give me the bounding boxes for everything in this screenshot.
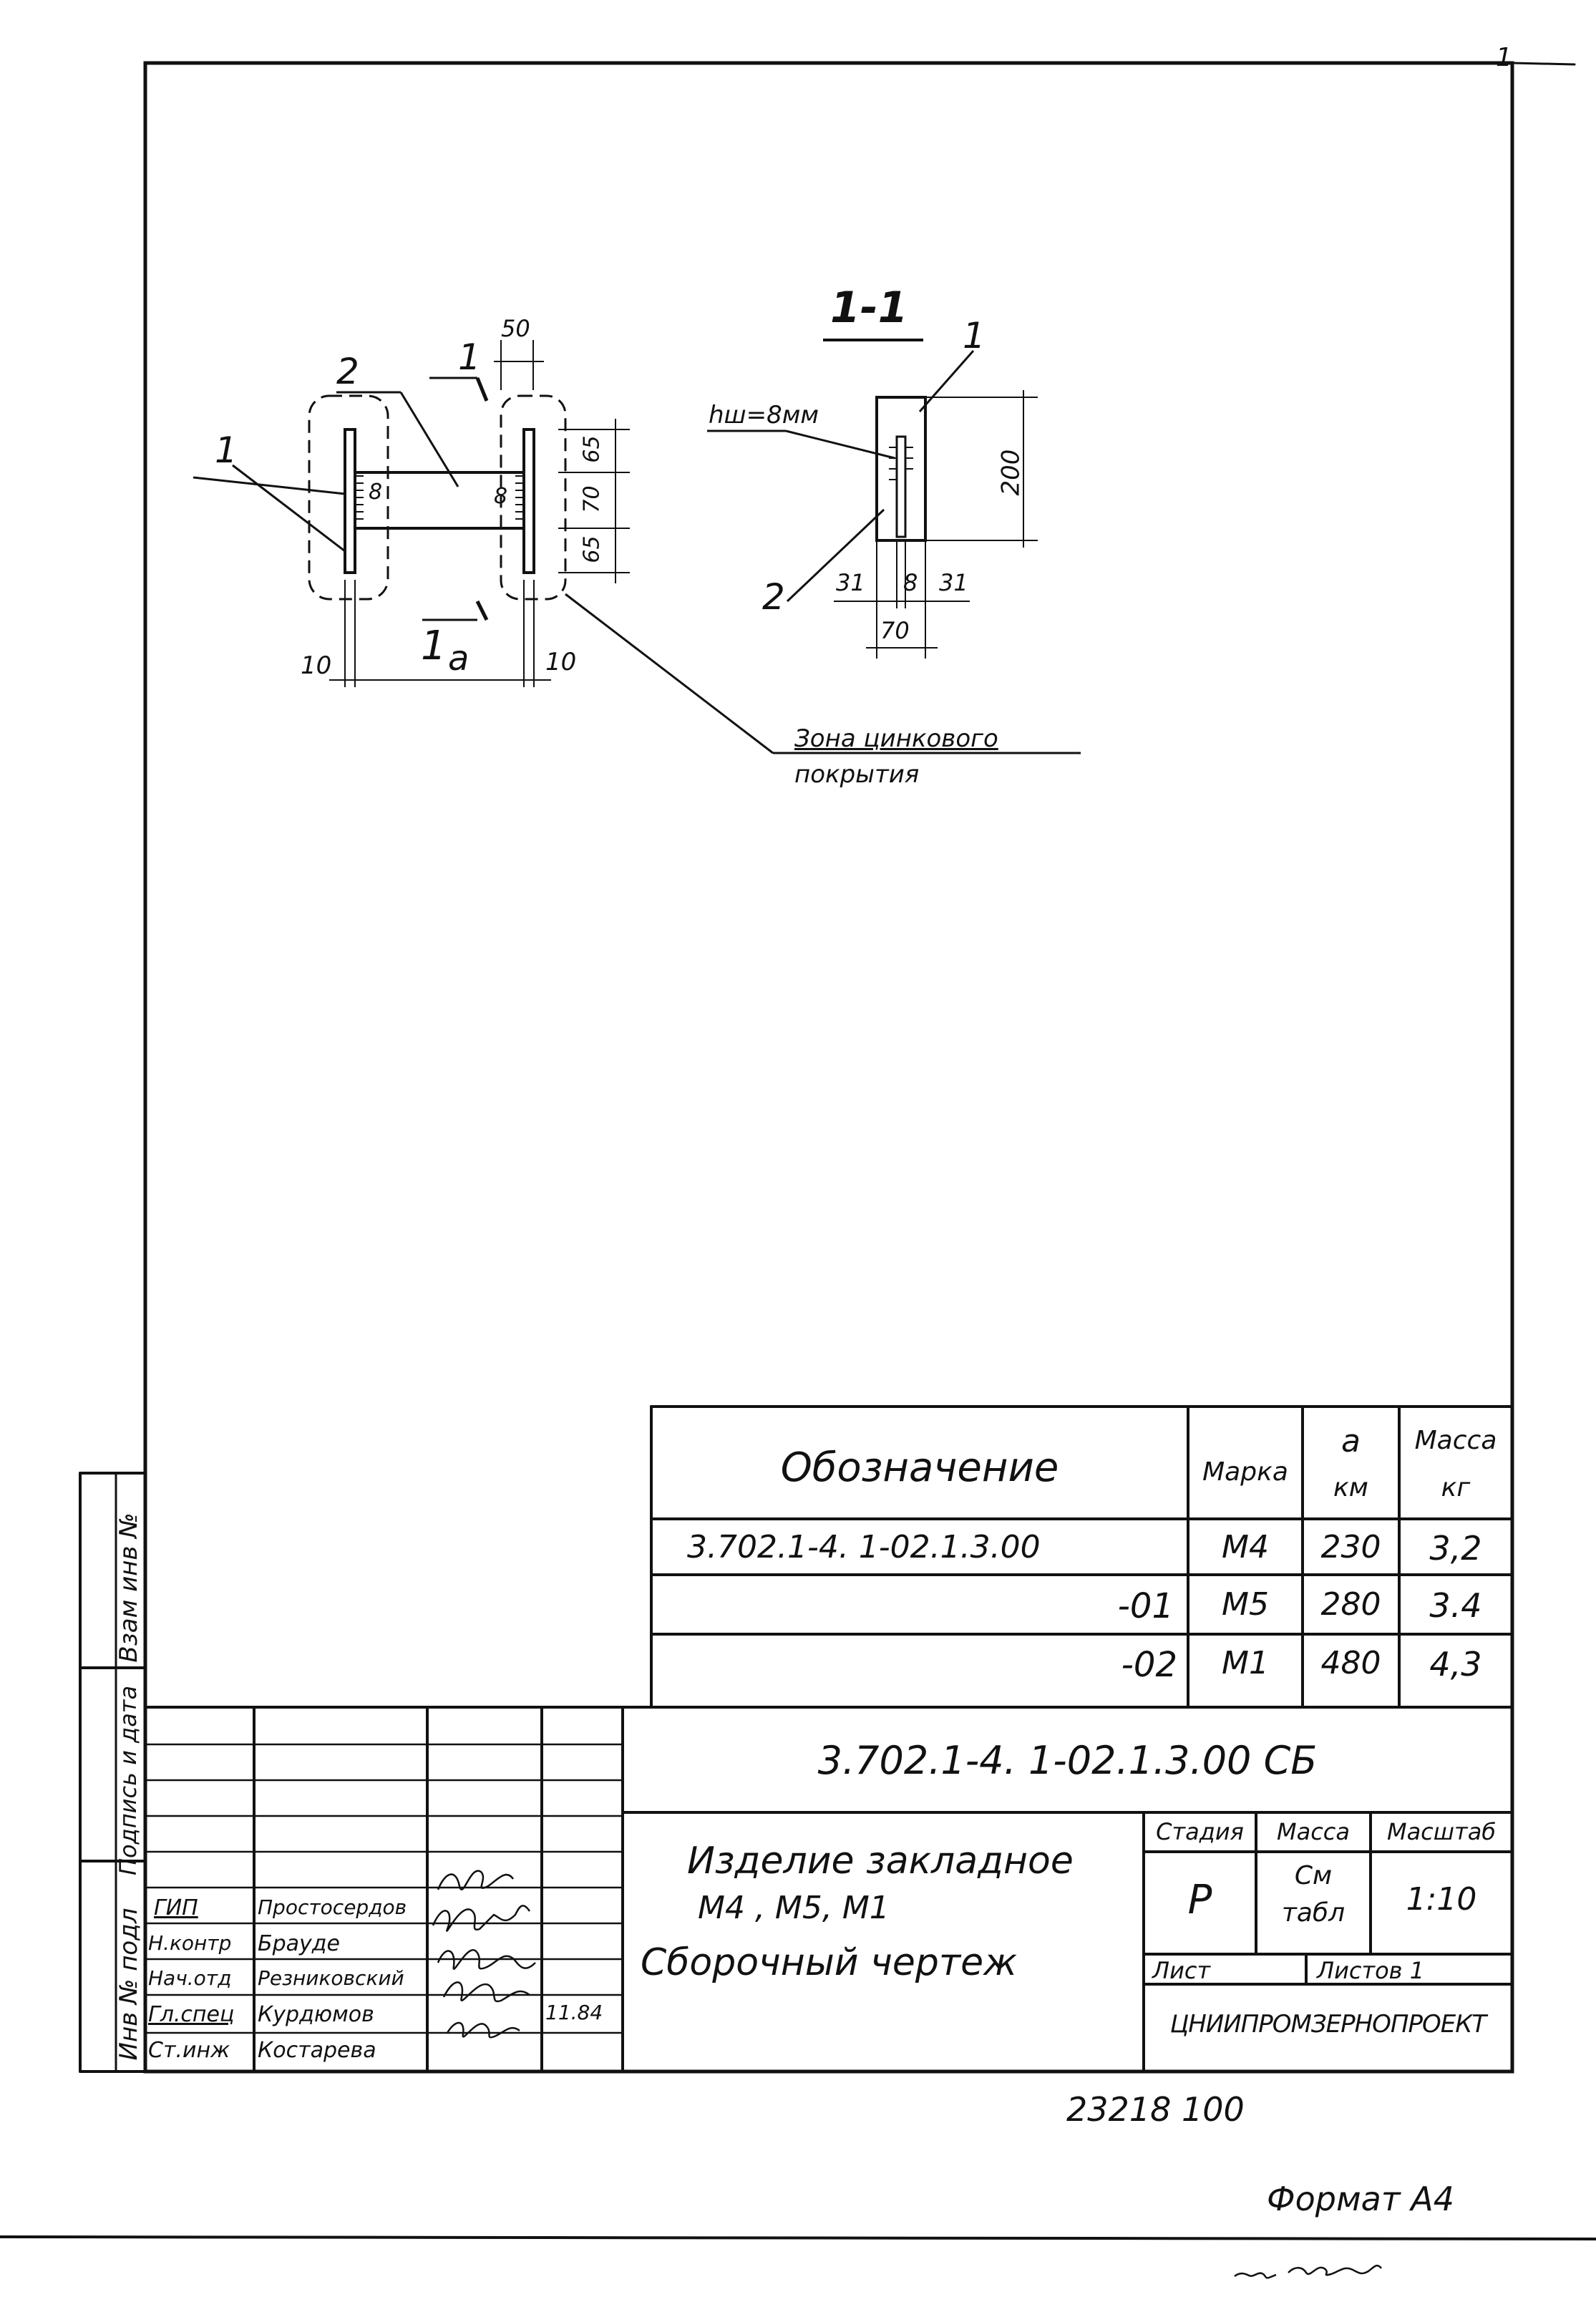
dim-200: 200 [996, 449, 1026, 496]
dim-8: 8 [903, 569, 918, 596]
weld-size-label: hш=8мм [709, 401, 819, 429]
dim-10-right: 10 [545, 648, 577, 676]
stage-header: Стадия [1156, 1818, 1244, 1845]
spec-header-a: а [1341, 1423, 1361, 1460]
staff-name-4: Курдюмов [258, 2002, 374, 2027]
mass-header: Масса [1276, 1818, 1350, 1845]
sheets-label: Листов 1 [1317, 1957, 1425, 1984]
title-line-2: М4 , М5, М1 [698, 1890, 890, 1926]
spec-header-mark: Марка [1202, 1457, 1288, 1487]
sheet-label: Лист [1152, 1957, 1211, 1984]
staff-name-5: Костарева [258, 2038, 376, 2063]
staff-role-5: Ст.инж [148, 2038, 230, 2063]
spec-row-2-mass: 3.4 [1429, 1586, 1482, 1625]
spec-row-2-designation: -01 [1117, 1586, 1174, 1626]
side-label-vzam-inv: Взам инв № [115, 1512, 143, 1663]
spec-header-a-unit: км [1333, 1473, 1368, 1502]
staff-role-1: ГИП [154, 1895, 198, 1920]
staff-name-3: Резниковский [258, 1966, 404, 1990]
plan-view-graphic [193, 340, 1081, 753]
spec-row-3-a: 480 [1320, 1645, 1381, 1681]
stage-value: Р [1187, 1877, 1212, 1923]
dim-31-right: 31 [939, 569, 968, 596]
dim-70: 70 [579, 485, 605, 513]
spec-header-mass-unit: кг [1441, 1473, 1471, 1502]
title-line-3: Сборочный чертеж [641, 1941, 1017, 1984]
format-label: Формат А4 [1267, 2180, 1454, 2218]
scale-value: 1:10 [1406, 1881, 1477, 1918]
zinc-note-line1: Зона цинкового [794, 724, 998, 753]
dim-65-top: 65 [579, 435, 605, 463]
mass-value-2: табл [1281, 1898, 1346, 1928]
plate-left [345, 429, 355, 573]
scale-header: Масштаб [1386, 1818, 1497, 1845]
section-plate [877, 397, 925, 540]
spec-row-2-a: 280 [1320, 1586, 1381, 1623]
section-title: 1-1 [830, 283, 908, 333]
zinc-note-line2: покрытия [794, 760, 920, 789]
section-label-1: 1 [963, 315, 986, 356]
side-label-inv-podl: Инв № подл [115, 1908, 143, 2061]
archive-number: 23218 100 [1066, 2090, 1245, 2129]
staff-name-1: Простосердов [258, 1895, 407, 1919]
section-label-2: 2 [762, 576, 785, 618]
spec-row-1-mark: М4 [1222, 1529, 1269, 1565]
spec-row-1-a: 230 [1320, 1529, 1381, 1565]
dim-31-left: 31 [836, 569, 865, 596]
signatures [433, 1871, 535, 2038]
dim-50: 50 [501, 315, 530, 342]
section-view-graphic [707, 340, 1038, 659]
section-mark-bottom: 1 [421, 623, 447, 669]
organization: ЦНИИПРОМЗЕРНОПРОЕКТ [1169, 2010, 1486, 2039]
section-anchor [897, 437, 905, 537]
dim-65-bottom: 65 [579, 535, 605, 563]
trim-line [0, 2237, 1596, 2239]
staff-role-3: Нач.отд [148, 1966, 232, 1990]
plate-right [524, 429, 534, 573]
title-line-1: Изделие закладное [687, 1840, 1074, 1883]
spec-row-1-mass: 3,2 [1429, 1529, 1482, 1568]
section-mark-sub: а [448, 638, 469, 679]
side-label-podpis-data: Подпись и дата [115, 1685, 142, 1875]
weld-label-left: 8 [369, 480, 383, 505]
copier-signature [1235, 2265, 1381, 2278]
mass-value-1: См [1294, 1861, 1333, 1890]
plan-label-2: 2 [336, 351, 359, 392]
section-mark-top: 1 [458, 336, 481, 378]
spec-row-2-mark: М5 [1222, 1586, 1269, 1623]
dim-10-left: 10 [301, 651, 332, 680]
dim-70-section: 70 [880, 617, 910, 644]
staff-role-4: Гл.спец [148, 2002, 235, 2027]
spec-header-mass: Масса [1414, 1426, 1497, 1455]
plan-label-1: 1 [215, 429, 238, 471]
doc-code: 3.702.1-4. 1-02.1.3.00 СБ [817, 1738, 1318, 1783]
sign-date: 11.84 [545, 2001, 603, 2024]
page-marker: 1 [1496, 43, 1512, 72]
spec-row-3-mark: М1 [1222, 1645, 1269, 1681]
staff-role-2: Н.контр [148, 1931, 232, 1955]
spec-row-3-designation: -02 [1121, 1645, 1177, 1685]
staff-name-2: Брауде [258, 1931, 340, 1956]
spec-row-3-mass: 4,3 [1429, 1645, 1482, 1684]
spec-row-1-designation: 3.702.1-4. 1-02.1.3.00 [687, 1529, 1041, 1565]
weld-label-right: 8 [494, 484, 508, 509]
spec-header-designation: Обозначение [780, 1444, 1059, 1491]
